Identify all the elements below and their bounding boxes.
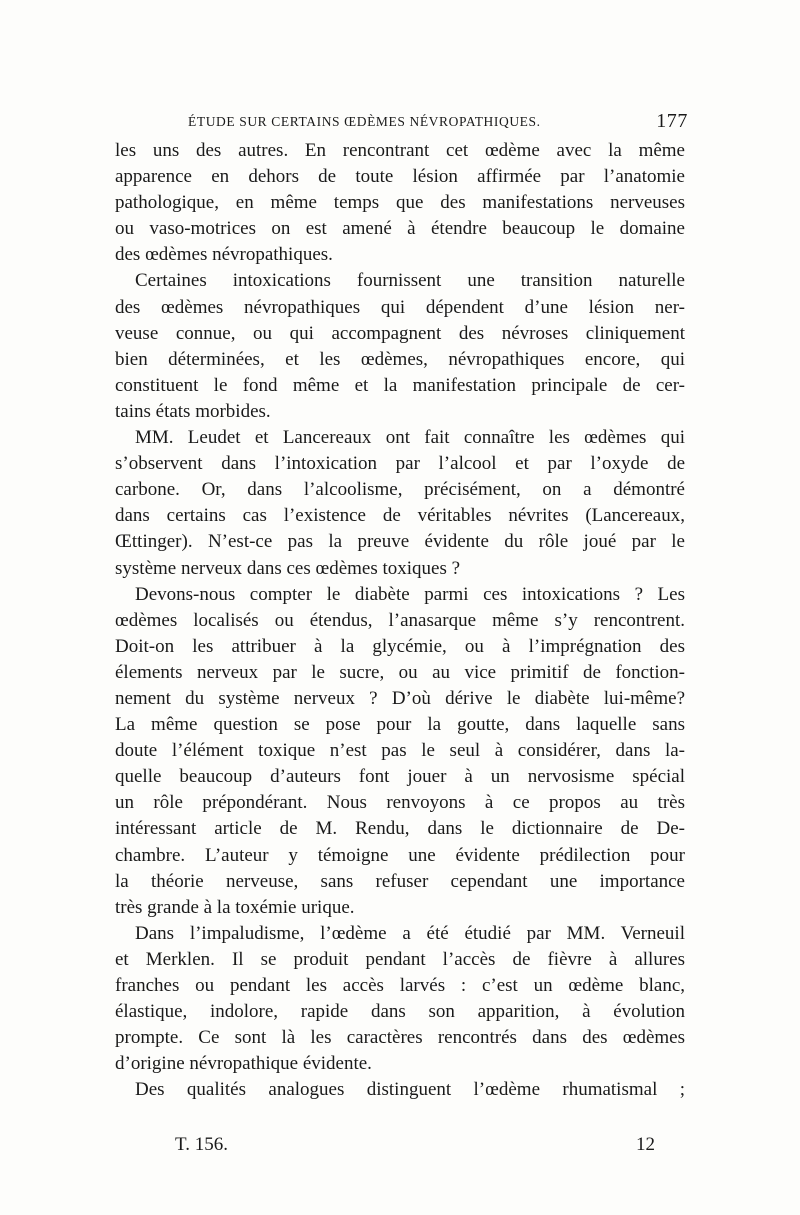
text-line: ou vaso-motrices on est amené à étendre beaucoup le domaine [115, 218, 685, 240]
text-line: des œdèmes névropathiques qui dépendent d’une lésion ner- [115, 296, 685, 318]
body-text [115, 138, 685, 1103]
text-line: système nerveux dans ces œdèmes toxiques ? [115, 557, 461, 579]
text-line: des œdèmes névropathiques. [115, 244, 333, 266]
text-line: Dans l’impaludisme, l’œdème a été étudié par MM. Verneuil [135, 922, 685, 944]
text-line: constituent le fond même et la manifestation principale de cer- [115, 374, 685, 396]
text-line: franches ou pendant les accès larvés : c’est un œdème blanc, [115, 975, 685, 996]
text-line: élements nerveux par le sucre, ou au vice primitif de fonction- [115, 661, 685, 683]
text-line: chambre. L’auteur y témoigne une évidente prédilection pour [115, 844, 685, 866]
running-head [188, 110, 688, 132]
text-line: intéressant article de M. Rendu, dans le dictionnaire de De- [115, 818, 685, 840]
text-line: Doit-on les attribuer à la glycémie, ou à l’imprégnation des [115, 635, 685, 657]
text-line: carbone. Or, dans l’alcoolisme, précisément, on a démontré [115, 479, 685, 501]
text-line: et Merklen. Il se produit pendant l’accès de fièvre à allures [115, 948, 685, 970]
text-line: s’observent dans l’intoxication par l’alcool et par l’oxyde de [115, 453, 685, 475]
text-line: veuse connue, ou qui accompagnent des névroses cliniquement [115, 322, 685, 344]
text-line: très grande à la toxémie urique. [115, 896, 355, 918]
text-line: quelle beaucoup d’auteurs font jouer à un nervosisme spécial [115, 766, 685, 788]
text-line: dans certains cas l’existence de véritables névrites (Lancereaux, [115, 505, 685, 527]
text-line: apparence en dehors de toute lésion affirmée par l’anatomie [115, 166, 685, 188]
text-line: prompte. Ce sont là les caractères rencontrés dans des œdèmes [115, 1027, 685, 1049]
text-line: nement du système nerveux ? D’où dérive le diabète lui-même? [115, 687, 685, 709]
text-line: doute l’élément toxique n’est pas le seul à considérer, dans la- [115, 740, 685, 762]
text-line: bien déterminées, et les œdèmes, névropathiques encore, qui [115, 348, 685, 370]
text-line: La même question se pose pour la goutte, dans laquelle sans [115, 714, 685, 736]
text-line: d’origine névropathique évidente. [115, 1053, 372, 1075]
text-line: un rôle prépondérant. Nous renvoyons à ce propos au très [115, 792, 685, 814]
text-line: œdèmes localisés ou étendus, l’anasarque même s’y rencontrent. [115, 609, 685, 631]
text-line: les uns des autres. En rencontrant cet œdème avec la même [115, 140, 685, 161]
sheet-number: 12 [636, 1134, 655, 1155]
text-line: Certaines intoxications fournissent une transition naturelle [135, 270, 685, 292]
page-footer [175, 1134, 655, 1160]
running-title: ÉTUDE SUR CERTAINS ŒDÈMES NÉVROPATHIQUES. [188, 114, 541, 129]
text-line: élastique, indolore, rapide dans son apparition, à évolution [115, 1001, 685, 1023]
text-line: MM. Leudet et Lancereaux ont fait connaître les œdèmes qui [135, 427, 685, 449]
text-line: Œttinger). N’est-ce pas la preuve évidente du rôle joué par le [115, 531, 685, 553]
page-number: 177 [656, 110, 688, 132]
text-line: la théorie nerveuse, sans refuser cependant une importance [115, 870, 685, 892]
text-line: Des qualités analogues distinguent l’œdème rhumatismal ; [135, 1079, 685, 1101]
signature-mark: T. 156. [175, 1134, 228, 1155]
text-line: Devons-nous compter le diabète parmi ces intoxications ? Les [135, 583, 685, 605]
text-line: tains états morbides. [115, 400, 271, 422]
text-line: pathologique, en même temps que des manifestations nerveuses [115, 192, 685, 214]
